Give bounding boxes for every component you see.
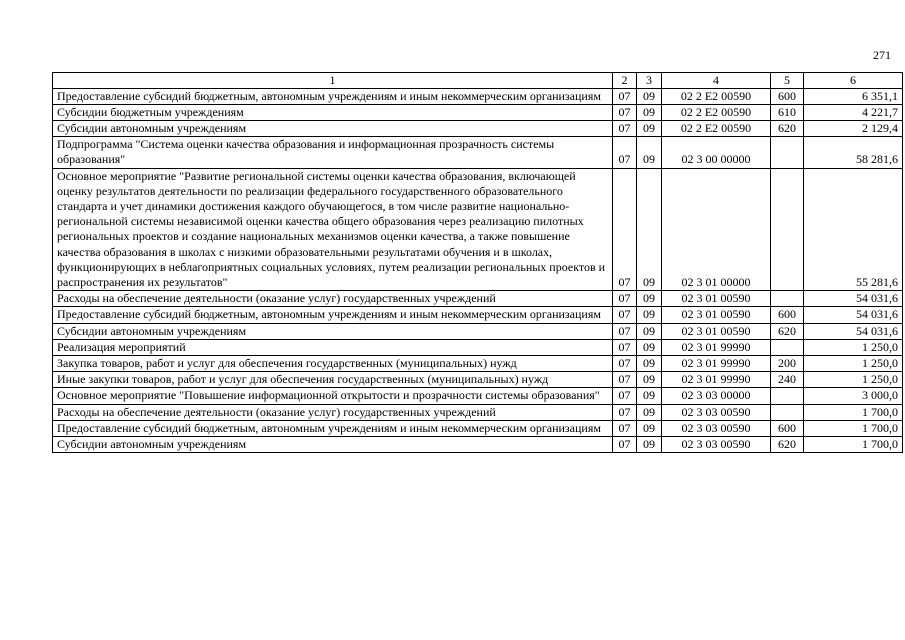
row-subsection-cell: 09	[637, 355, 662, 371]
row-target-article-cell: 02 3 01 99990	[662, 339, 771, 355]
row-amount-cell: 1 700,0	[804, 436, 903, 452]
row-section-cell: 07	[613, 355, 637, 371]
row-name-cell: Предоставление субсидий бюджетным, автономным учреждениям и иным некоммерческим организациям	[53, 420, 613, 436]
row-expense-type-cell: 600	[771, 88, 804, 104]
table-row	[53, 388, 903, 404]
row-subsection-cell: 09	[637, 420, 662, 436]
row-amount-cell: 6 351,1	[804, 88, 903, 104]
row-target-article-cell: 02 3 03 00590	[662, 420, 771, 436]
row-target-article-cell: 02 3 01 00590	[662, 291, 771, 307]
row-amount-cell: 54 031,6	[804, 307, 903, 323]
row-name-cell: Субсидии бюджетным учреждениям	[53, 104, 613, 120]
header-cell-3: 3	[637, 73, 662, 89]
row-subsection-cell: 09	[637, 120, 662, 136]
row-subsection-cell: 09	[637, 372, 662, 388]
row-expense-type-cell: 200	[771, 355, 804, 371]
row-amount-cell: 54 031,6	[804, 323, 903, 339]
row-subsection-cell: 09	[637, 323, 662, 339]
row-name-cell: Закупка товаров, работ и услуг для обеспечения государственных (муниципальных) нужд	[53, 355, 613, 371]
row-subsection-cell: 09	[637, 404, 662, 420]
row-target-article-cell: 02 2 Е2 00590	[662, 120, 771, 136]
row-subsection-cell: 09	[637, 291, 662, 307]
row-subsection-cell: 09	[637, 168, 662, 291]
row-target-article-cell: 02 3 03 00590	[662, 436, 771, 452]
row-expense-type-cell: 610	[771, 104, 804, 120]
row-section-cell: 07	[613, 372, 637, 388]
row-name-cell: Основное мероприятие "Развитие региональной системы оценки качества образования, включающей оценку результатов деятельности по реализации федерального государственного образовательного стандарта и учет динамики достижения каждого обучающегося, в том числе развитие национально-региональной системы независимой оценки качества общего образования через реализацию пилотных региональных проектов и создание национальных механизмов оценки качества, а также повышение качества образования в школах с низкими образовательными результатами обучения и в школах, функционирующих в неблагоприятных социальных условиях, путем реализации региональных проектов и распространения их результатов"	[53, 168, 613, 291]
row-name-cell: Расходы на обеспечение деятельности (оказание услуг) государственных учреждений	[53, 291, 613, 307]
row-name-cell: Субсидии автономным учреждениям	[53, 120, 613, 136]
row-target-article-cell: 02 3 01 00590	[662, 323, 771, 339]
row-section-cell: 07	[613, 168, 637, 291]
header-row	[53, 73, 903, 89]
row-amount-cell: 2 129,4	[804, 120, 903, 136]
row-amount-cell: 3 000,0	[804, 388, 903, 404]
row-section-cell: 07	[613, 323, 637, 339]
row-target-article-cell: 02 3 01 99990	[662, 372, 771, 388]
row-name-cell: Реализация мероприятий	[53, 339, 613, 355]
header-cell-5: 5	[771, 73, 804, 89]
header-cell-2: 2	[613, 73, 637, 89]
row-subsection-cell: 09	[637, 388, 662, 404]
row-target-article-cell: 02 3 03 00590	[662, 404, 771, 420]
row-amount-cell: 4 221,7	[804, 104, 903, 120]
table-row	[53, 137, 903, 168]
row-subsection-cell: 09	[637, 339, 662, 355]
table-row	[53, 420, 903, 436]
row-section-cell: 07	[613, 404, 637, 420]
header-cell-4: 4	[662, 73, 771, 89]
table-row	[53, 339, 903, 355]
row-expense-type-cell: 600	[771, 307, 804, 323]
row-amount-cell: 54 031,6	[804, 291, 903, 307]
row-section-cell: 07	[613, 420, 637, 436]
row-subsection-cell: 09	[637, 88, 662, 104]
budget-table	[52, 72, 903, 453]
row-name-cell: Предоставление субсидий бюджетным, автономным учреждениям и иным некоммерческим организациям	[53, 88, 613, 104]
row-section-cell: 07	[613, 120, 637, 136]
row-expense-type-cell	[771, 168, 804, 291]
row-expense-type-cell: 240	[771, 372, 804, 388]
row-subsection-cell: 09	[637, 137, 662, 168]
row-target-article-cell: 02 3 01 00000	[662, 168, 771, 291]
row-amount-cell: 55 281,6	[804, 168, 903, 291]
row-name-cell: Субсидии автономным учреждениям	[53, 436, 613, 452]
row-expense-type-cell	[771, 388, 804, 404]
table-row	[53, 88, 903, 104]
table-row	[53, 436, 903, 452]
row-name-cell: Подпрограмма "Система оценки качества образования и информационная прозрачность системы образования"	[53, 137, 613, 168]
row-name-cell: Основное мероприятие "Повышение информационной открытости и прозрачности системы образования"	[53, 388, 613, 404]
row-target-article-cell: 02 3 03 00000	[662, 388, 771, 404]
table-row	[53, 120, 903, 136]
row-target-article-cell: 02 2 Е2 00590	[662, 88, 771, 104]
row-amount-cell: 1 250,0	[804, 372, 903, 388]
page-number: 271	[873, 48, 891, 62]
row-expense-type-cell: 600	[771, 420, 804, 436]
row-amount-cell: 1 700,0	[804, 420, 903, 436]
row-subsection-cell: 09	[637, 307, 662, 323]
row-section-cell: 07	[613, 291, 637, 307]
row-name-cell: Расходы на обеспечение деятельности (оказание услуг) государственных учреждений	[53, 404, 613, 420]
row-section-cell: 07	[613, 88, 637, 104]
row-expense-type-cell	[771, 291, 804, 307]
row-name-cell: Субсидии автономным учреждениям	[53, 323, 613, 339]
table-row	[53, 168, 903, 291]
row-section-cell: 07	[613, 339, 637, 355]
row-name-cell: Иные закупки товаров, работ и услуг для обеспечения государственных (муниципальных) нужд	[53, 372, 613, 388]
header-cell-6: 6	[804, 73, 903, 89]
row-target-article-cell: 02 3 01 00590	[662, 307, 771, 323]
table-row	[53, 323, 903, 339]
row-section-cell: 07	[613, 307, 637, 323]
table-row	[53, 104, 903, 120]
row-target-article-cell: 02 3 01 99990	[662, 355, 771, 371]
row-expense-type-cell	[771, 404, 804, 420]
row-expense-type-cell: 620	[771, 436, 804, 452]
row-target-article-cell: 02 2 Е2 00590	[662, 104, 771, 120]
row-expense-type-cell	[771, 339, 804, 355]
row-amount-cell: 1 250,0	[804, 355, 903, 371]
row-name-cell: Предоставление субсидий бюджетным, автономным учреждениям и иным некоммерческим организациям	[53, 307, 613, 323]
row-expense-type-cell: 620	[771, 323, 804, 339]
row-section-cell: 07	[613, 104, 637, 120]
table-row	[53, 307, 903, 323]
row-target-article-cell: 02 3 00 00000	[662, 137, 771, 168]
row-section-cell: 07	[613, 436, 637, 452]
row-expense-type-cell: 620	[771, 120, 804, 136]
row-subsection-cell: 09	[637, 104, 662, 120]
row-amount-cell: 1 700,0	[804, 404, 903, 420]
table-row	[53, 291, 903, 307]
row-amount-cell: 58 281,6	[804, 137, 903, 168]
row-subsection-cell: 09	[637, 436, 662, 452]
table-row	[53, 372, 903, 388]
table-row	[53, 404, 903, 420]
row-section-cell: 07	[613, 388, 637, 404]
header-cell-1: 1	[53, 73, 613, 89]
row-expense-type-cell	[771, 137, 804, 168]
row-section-cell: 07	[613, 137, 637, 168]
row-amount-cell: 1 250,0	[804, 339, 903, 355]
table-row	[53, 355, 903, 371]
